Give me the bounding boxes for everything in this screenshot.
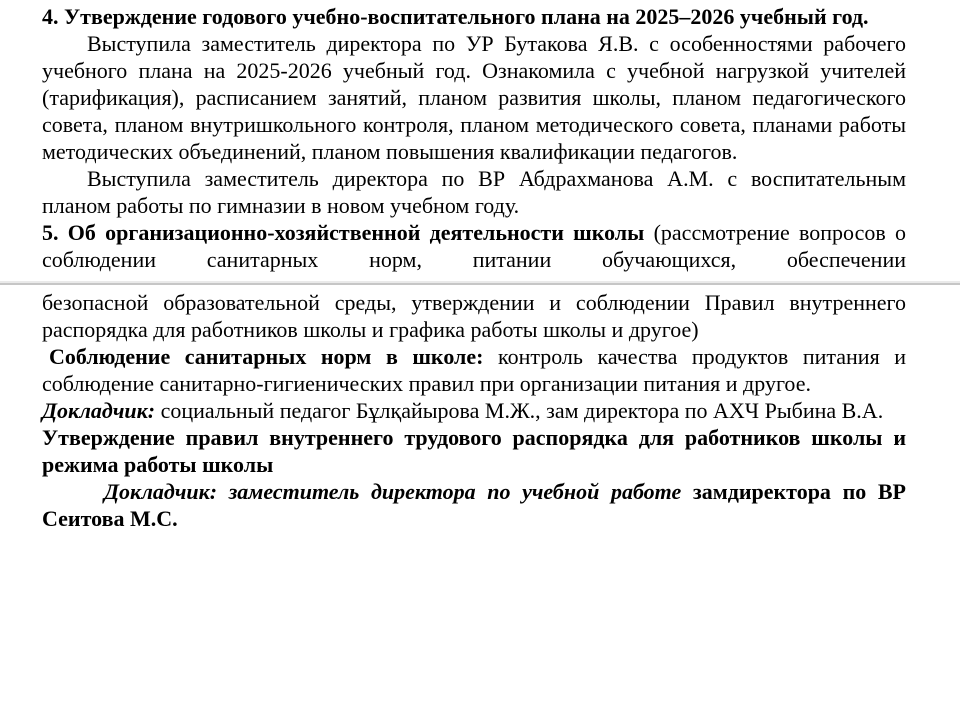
- agenda-item-4-heading-text: 4. Утверждение годового учебно-воспитательного плана на 2025–2026 учебный год.: [42, 4, 869, 29]
- internal-rules-heading-text: Утверждение правил внутреннего трудового распорядка для работников школы и режима работы школы: [42, 425, 906, 477]
- paragraph-internal-rules-heading: [42, 424, 906, 478]
- agenda-item-5-continuation: [42, 289, 906, 343]
- sanitary-norms-regular-text: контроль качества продуктов питания и соблюдение санитарно-гигиенических правил при организации питания и другое.: [42, 344, 907, 396]
- agenda-item-5-continuation-text: безопасной образовательной среды, утверждении и соблюдении Правил внутреннего распорядка для работников школы и графика работы школы и другое): [42, 290, 906, 342]
- speaker-label-bold-italic: Докладчик:: [42, 398, 156, 423]
- agenda-item-5-heading: [42, 219, 906, 273]
- paragraph-sanitary-norms: [42, 343, 906, 397]
- paragraph-speaker-abdrakhmanova: [42, 165, 906, 219]
- paragraph-speaker-seitova: [42, 478, 906, 532]
- agenda-item-4-heading: [42, 3, 906, 30]
- paragraph-speaker-butakova-text: Выступила заместитель директора по УР Бутакова Я.В. с особенностями рабочего учебного плана на 2025-2026 учебный год. Ознакомила с учебной нагрузкой учителей (тарификация), расписанием занятий, планом развития школы, планом педагогического совета, планом внутришкольного контроля, планом методического совета, планами работы методических объединений, планом повышения квалификации педагогов.: [42, 31, 906, 164]
- speaker-seitova-bold-italic-text: Докладчик: заместитель директора по учебной работе: [104, 479, 682, 504]
- speaker-seitova-bold-text: замдиректора по ВР Сеитова М.С.: [42, 479, 906, 531]
- page-break-divider: [0, 281, 960, 285]
- paragraph-speaker-butakova: [42, 30, 906, 165]
- speaker-bulkayirova-text: социальный педагог Бұлқайырова М.Ж., зам директора по АХЧ Рыбина В.А.: [155, 398, 884, 423]
- paragraph-speaker-bulkayirova: [42, 397, 906, 424]
- agenda-item-5-heading-bold-text: 5. Об организационно-хозяйственной деятельности школы: [42, 220, 645, 245]
- agenda-item-5-heading-regular-text: (рассмотрение вопросов о соблюдении санитарных норм, питании обучающихся, обеспечении: [42, 220, 907, 272]
- paragraph-speaker-abdrakhmanova-text: Выступила заместитель директора по ВР Абдрахманова А.М. с воспитательным планом работы по гимназии в новом учебном году.: [42, 166, 906, 218]
- sanitary-norms-bold-text: Соблюдение санитарных норм в школе:: [49, 344, 484, 369]
